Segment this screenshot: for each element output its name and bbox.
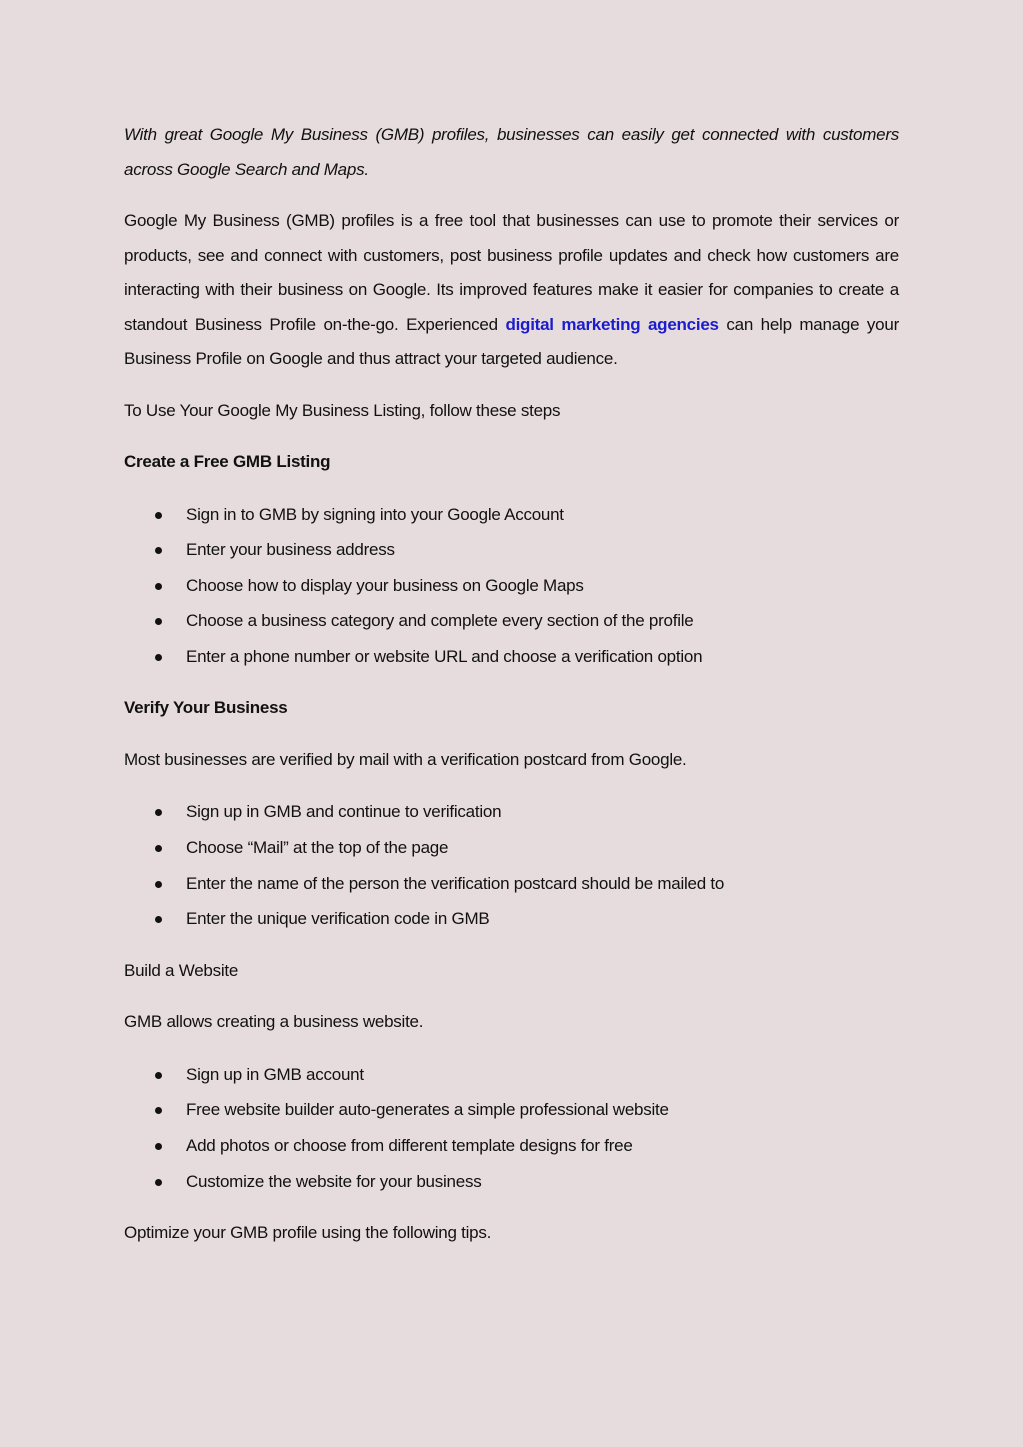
verify-text: Most businesses are verified by mail with a verification postcard from Google.: [124, 749, 687, 769]
digital-marketing-agencies-link[interactable]: digital marketing agencies: [505, 314, 719, 334]
bullet-icon: [155, 583, 162, 590]
verify-list: [124, 794, 899, 936]
bullet-icon: [155, 809, 162, 816]
bullet-icon: [155, 618, 162, 625]
list-item-text: Enter a phone number or website URL and choose a verification option: [186, 646, 703, 666]
about-text-start: Google My Business (GMB) profiles is a free tool that businesses can use to promote their services or products, see and connect with customers, post business profile updates and check how customers are interacting with their business on Google. Its improved features make it easier for companies to create a standout Business Profile on-the-go. Experienced: [124, 211, 899, 334]
website-text: GMB allows creating a business website.: [124, 1012, 424, 1032]
list-item: [124, 497, 899, 533]
list-item: [124, 1092, 899, 1128]
bullet-icon: [155, 654, 162, 661]
list-item: [124, 1057, 899, 1093]
list-item: [124, 603, 899, 639]
bullet-icon: [155, 1107, 162, 1114]
bullet-icon: [155, 1179, 162, 1186]
list-item: [124, 794, 899, 830]
list-item-text: Sign in to GMB by signing into your Google Account: [186, 504, 564, 524]
bullet-icon: [155, 881, 162, 888]
verify-heading: Verify Your Business: [124, 698, 288, 718]
list-item-text: Free website builder auto-generates a simple professional website: [186, 1100, 669, 1120]
list-item: [124, 830, 899, 866]
intro-paragraph: With great Google My Business (GMB) profiles, businesses can easily get connected with customers across Google Search and Maps.: [124, 125, 899, 179]
list-item: [124, 866, 899, 902]
list-item-text: Sign up in GMB account: [186, 1064, 364, 1084]
list-item-text: Sign up in GMB and continue to verification: [186, 802, 502, 822]
list-item-text: Enter the unique verification code in GMB: [186, 909, 490, 929]
website-heading: Build a Website: [124, 960, 239, 980]
list-item-text: Enter your business address: [186, 540, 395, 560]
about-text-end: can help manage your Business Profile on Google and thus attract your targeted audience.: [124, 314, 899, 368]
list-item-text: Customize the website for your business: [186, 1171, 482, 1191]
list-item-text: Enter the name of the person the verification postcard should be mailed to: [186, 873, 725, 893]
bullet-icon: [155, 845, 162, 852]
list-item: [124, 901, 899, 937]
website-list: [124, 1057, 899, 1199]
list-item-text: Choose “Mail” at the top of the page: [186, 838, 449, 858]
bullet-icon: [155, 547, 162, 554]
list-item: [124, 1128, 899, 1164]
closing-text: Optimize your GMB profile using the following tips.: [124, 1223, 492, 1243]
list-item: [124, 568, 899, 604]
list-item: [124, 639, 899, 675]
about-paragraph: [124, 204, 899, 377]
bullet-icon: [155, 512, 162, 519]
bullet-icon: [155, 1072, 162, 1079]
list-item: [124, 532, 899, 568]
list-item-text: Choose how to display your business on Google Maps: [186, 575, 584, 595]
bullet-icon: [155, 1143, 162, 1150]
create-listing-list: [124, 497, 899, 675]
list-item-text: Add photos or choose from different template designs for free: [186, 1136, 633, 1156]
create-listing-heading: Create a Free GMB Listing: [124, 452, 331, 471]
list-item: [124, 1164, 899, 1200]
steps-intro: To Use Your Google My Business Listing, follow these steps: [124, 400, 561, 420]
document-page: [124, 118, 899, 1268]
bullet-icon: [155, 916, 162, 923]
list-item-text: Choose a business category and complete every section of the profile: [186, 611, 694, 631]
